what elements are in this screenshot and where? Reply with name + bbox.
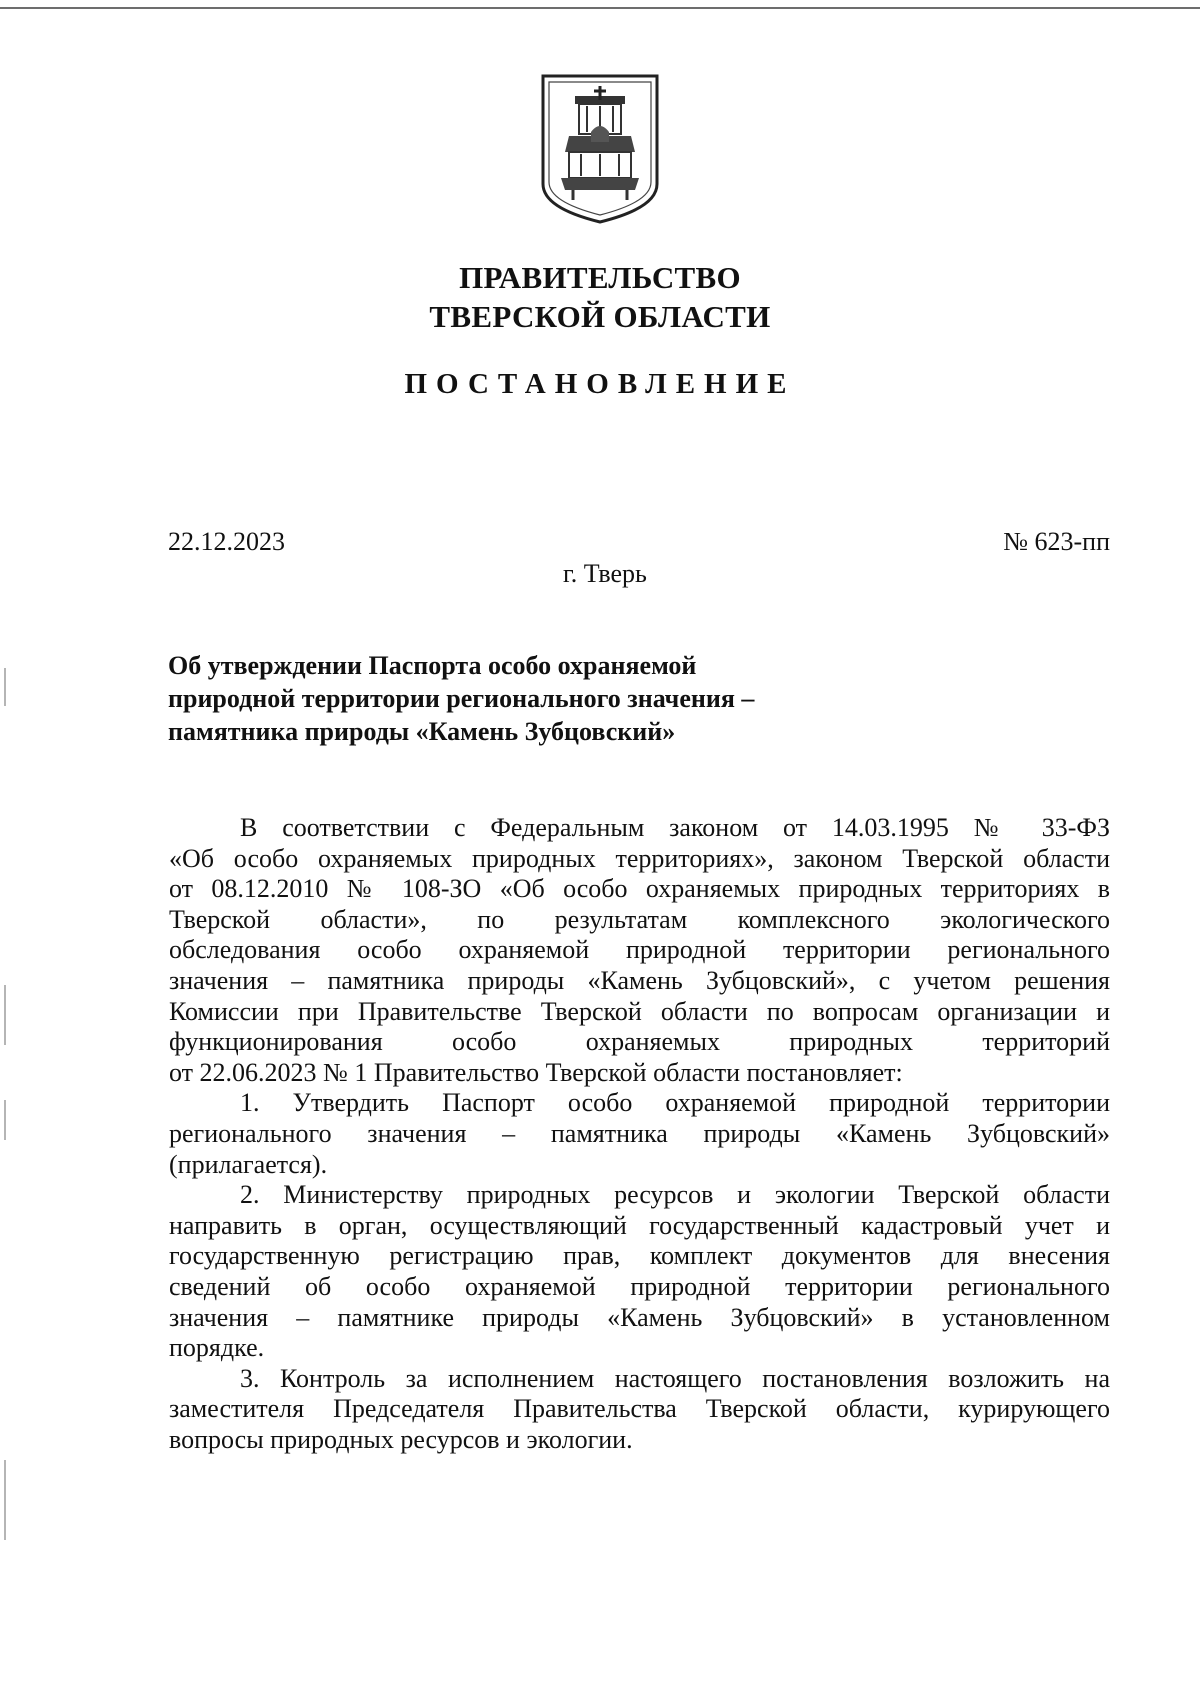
- preamble-line: Комиссии при Правительстве Тверской области по вопросам организации и: [169, 996, 1110, 1026]
- item3-line: вопросы природных ресурсов и экологии.: [169, 1424, 633, 1454]
- item2-line: сведений об особо охраняемой природной территории регионального: [169, 1271, 1110, 1301]
- document-body: [169, 813, 1110, 1455]
- item2-line: значения – памятнике природы «Камень Зубцовский» в установленном: [169, 1302, 1110, 1332]
- scan-margin-mark: [4, 1460, 6, 1540]
- item1-line: 1. Утвердить Паспорт особо охраняемой природной территории: [240, 1088, 1110, 1118]
- preamble-line: значения – памятника природы «Камень Зубцовский», с учетом решения: [169, 965, 1110, 995]
- item3-line: 3. Контроль за исполнением настоящего постановления возложить на: [240, 1363, 1110, 1393]
- scan-top-border: [0, 7, 1200, 9]
- subject-line: памятника природы «Камень Зубцовский»: [168, 717, 676, 746]
- scan-margin-mark: [4, 1100, 6, 1140]
- preamble-line: от 22.06.2023 № 1 Правительство Тверской области постановляет:: [169, 1057, 903, 1087]
- item1-line: (прилагается).: [169, 1149, 328, 1179]
- item1-line: регионального значения – памятника природы «Камень Зубцовский»: [169, 1118, 1110, 1148]
- item2-line: порядке.: [169, 1333, 265, 1363]
- preamble-line: «Об особо охраняемых природных территориях», законом Тверской области: [169, 843, 1110, 873]
- government-title-line1: ПРАВИТЕЛЬСТВО: [459, 260, 741, 295]
- preamble-line: от 08.12.2010 № 108-ЗО «Об особо охраняемых природных территориях в: [169, 874, 1110, 904]
- item2-line: 2. Министерству природных ресурсов и экологии Тверской области: [240, 1180, 1110, 1210]
- document-type-heading: ПОСТАНОВЛЕНИЕ: [404, 368, 796, 400]
- preamble-line: Тверской области», по результатам комплексного экологического: [169, 904, 1110, 934]
- government-title-line2: ТВЕРСКОЙ ОБЛАСТИ: [429, 299, 771, 334]
- document-subject: [168, 649, 868, 748]
- document-number: № 623-пп: [1003, 527, 1110, 556]
- item2-line: направить в орган, осуществляющий государственный кадастровый учет и: [169, 1210, 1110, 1240]
- preamble-line: В соответствии с Федеральным законом от 14.03.1995 № 33-ФЗ: [240, 813, 1110, 842]
- preamble-line: обследования особо охраняемой природной территории регионального: [169, 935, 1110, 965]
- scan-margin-mark: [4, 985, 6, 1045]
- subject-line: природной территории регионального значения –: [168, 684, 755, 713]
- item2-line: государственную регистрацию прав, комплект документов для внесения: [169, 1241, 1110, 1271]
- document-city: г. Тверь: [563, 559, 647, 588]
- subject-line: Об утверждении Паспорта особо охраняемой: [168, 651, 697, 680]
- tver-region-coat-of-arms-icon: [539, 72, 661, 224]
- item3-line: заместителя Председателя Правительства Тверской области, курирующего: [169, 1394, 1110, 1424]
- preamble-line: функционирования особо охраняемых природных территорий: [169, 1027, 1110, 1057]
- scan-margin-mark: [4, 668, 6, 706]
- document-date: 22.12.2023: [168, 527, 285, 556]
